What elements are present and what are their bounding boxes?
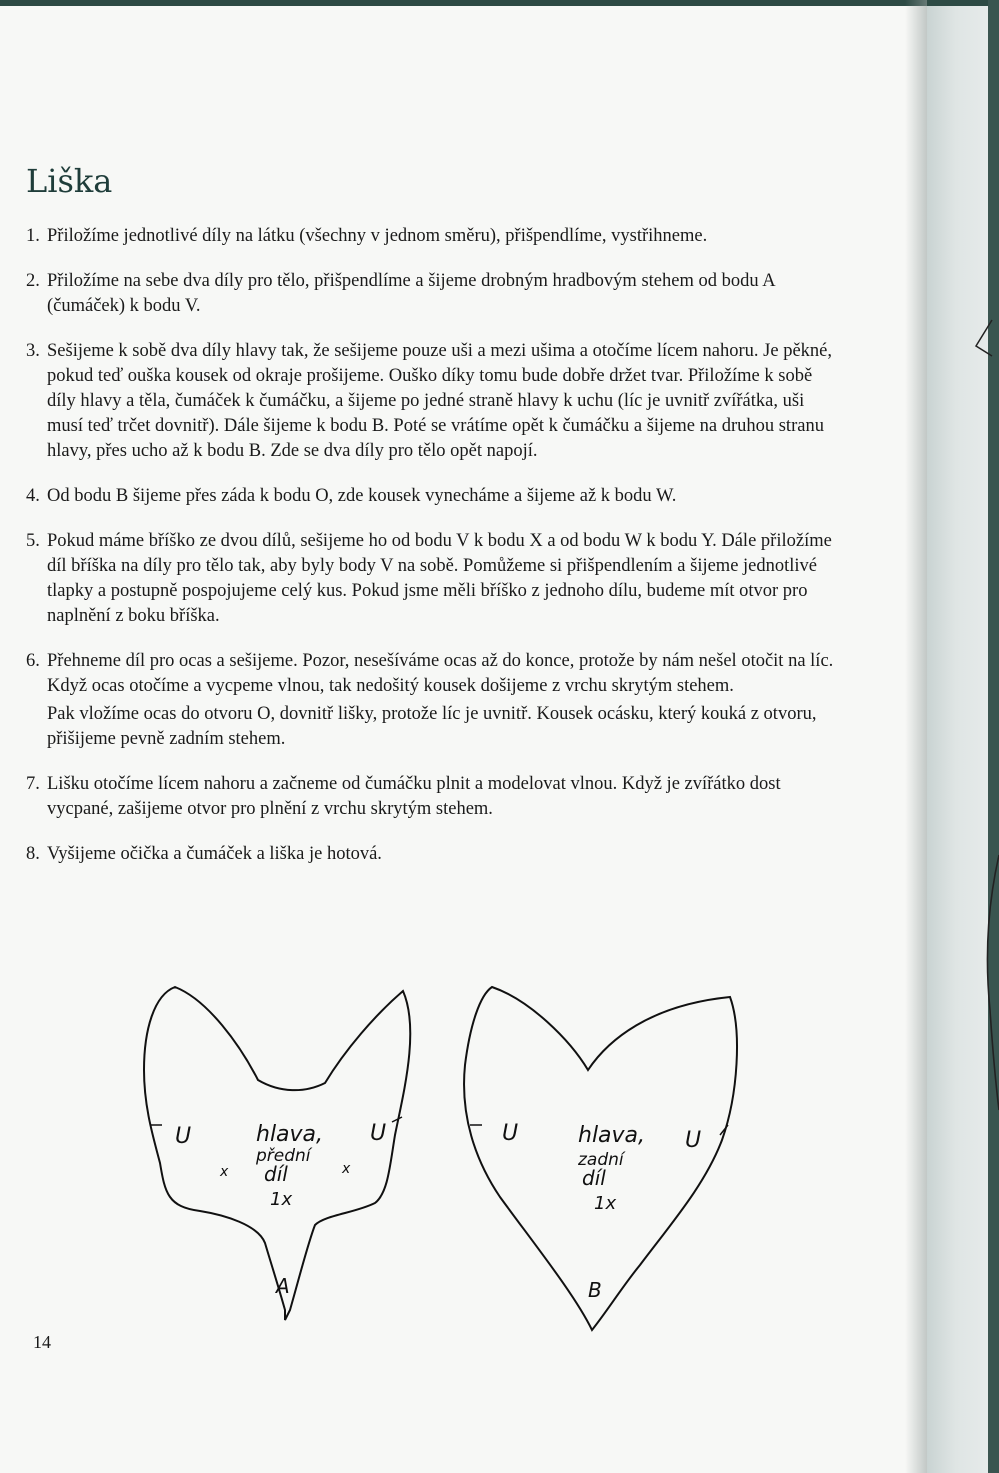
pattern-label-count: 1x [594,1193,617,1214]
pattern-head-front [144,987,410,1320]
step-text: Lišku otočíme lícem nahoru a začneme od čumáčku plnit a modelovat vlnou. Když je zvířátko dost vycpané, zašijeme otvor pro plnění z vrchu skrytým stehem. [47,774,781,819]
pattern-mark-u-right: U [685,1128,702,1153]
step-text: Sešijeme k sobě dva díly hlavy tak, že sešijeme pouze uši a mezi ušima a otočíme lícem nahoru. Je pěkné, pokud teď ouška kousek od okraje prošijeme. Ouško díky tomu bude dobře držet tvar. Přiložíme k sobě díly hlavy a těla, čumáček k čumáčku, a šijeme po jedné straně hlavy k uchu (líc je uvnitř zvířátka, uši musí teď trčet dovnitř). Dále šijeme k bodu B. Poté se vrátíme opět k čumáčku a šijeme na druhou stranu hlavy, přes ucho až k bodu B. Zde se dva díly pro tělo opět napojí. [47,341,832,461]
step-text: Přiložíme jednotlivé díly na látku (všechny v jednom směru), přišpendlíme, vystřihneme. [47,226,708,246]
instruction-step [26,339,836,464]
instruction-step [26,842,836,867]
step-text: Přiložíme na sebe dva díly pro tělo, přišpendlíme a šijeme drobným hradbovým stehem od bodu A (čumáček) k bodu V. [47,271,775,316]
pattern-label-line1: hlava, [256,1122,324,1147]
instruction-step [26,269,836,319]
instruction-step [26,224,836,249]
pattern-label-line2: přední [256,1146,311,1166]
instruction-step [26,484,836,509]
step-number: 2. [26,271,40,291]
page-title: Liška [26,162,113,200]
pattern-point-b: B [588,1278,602,1302]
step-text: Pokud máme bříško ze dvou dílů, sešijeme ho od bodu V k bodu X a od bodu W k bodu Y. Dále přiložíme díl bříška na díly pro tělo tak, aby byly body V na sobě. Pomůžeme si přišpendlením a šijeme jednotlivé tlapky a postupně pospojujeme celý kus. Pokud jsme měli bříško z jednoho dílu, budeme mít otvor pro naplnění z boku bříška. [47,531,832,626]
page-number: 14 [33,1332,51,1352]
step-number: 8. [26,844,40,864]
step-number: 6. [26,651,40,671]
pattern-label-line3: díl [582,1166,606,1190]
step-number: 5. [26,531,40,551]
step-number: 7. [26,774,40,794]
instruction-step [26,529,836,629]
step-number: 1. [26,226,40,246]
step-text: Od bodu B šijeme přes záda k bodu O, zde kousek vynecháme a šijeme až k bodu W. [47,486,677,506]
pattern-head-back [464,987,737,1330]
pattern-mark-u-left: U [175,1124,192,1149]
pattern-label-line2: zadní [578,1150,624,1170]
next-page-drawing-fragment [920,0,999,1473]
pattern-label-line1: hlava, [578,1123,646,1148]
top-edge [0,0,999,6]
step-text: Vyšijeme očička a čumáček a liška je hotová. [47,844,382,864]
step-number: 3. [26,341,40,361]
step-number: 4. [26,486,40,506]
instructions-list [26,224,836,887]
pattern-eye-mark-left: x [220,1164,229,1180]
pattern-mark-u-left: U [502,1121,519,1146]
instruction-step [26,772,836,822]
pattern-label-count: 1x [270,1189,293,1210]
pattern-label-line3: díl [264,1162,288,1186]
pattern-point-a: A [276,1274,290,1298]
pattern-eye-mark-right: x [342,1161,351,1177]
step-text: Přehneme díl pro ocas a sešijeme. Pozor, nesešíváme ocas až do konce, protože by nám nešel otočit na líc. Když ocas otočíme a vycpeme vlnou, tak nedošitý kousek došijeme z vrchu skrytým stehem. [47,651,834,696]
pattern-mark-u-right: U [370,1121,387,1146]
step-text-continued: Pak vložíme ocas do otvoru O, dovnitř lišky, protože líc je uvnitř. Kousek ocásku, který kouká z otvoru, přišijeme pevně zadním stehem. [47,704,817,749]
instruction-step [26,649,836,752]
sewing-patterns [130,975,750,1335]
